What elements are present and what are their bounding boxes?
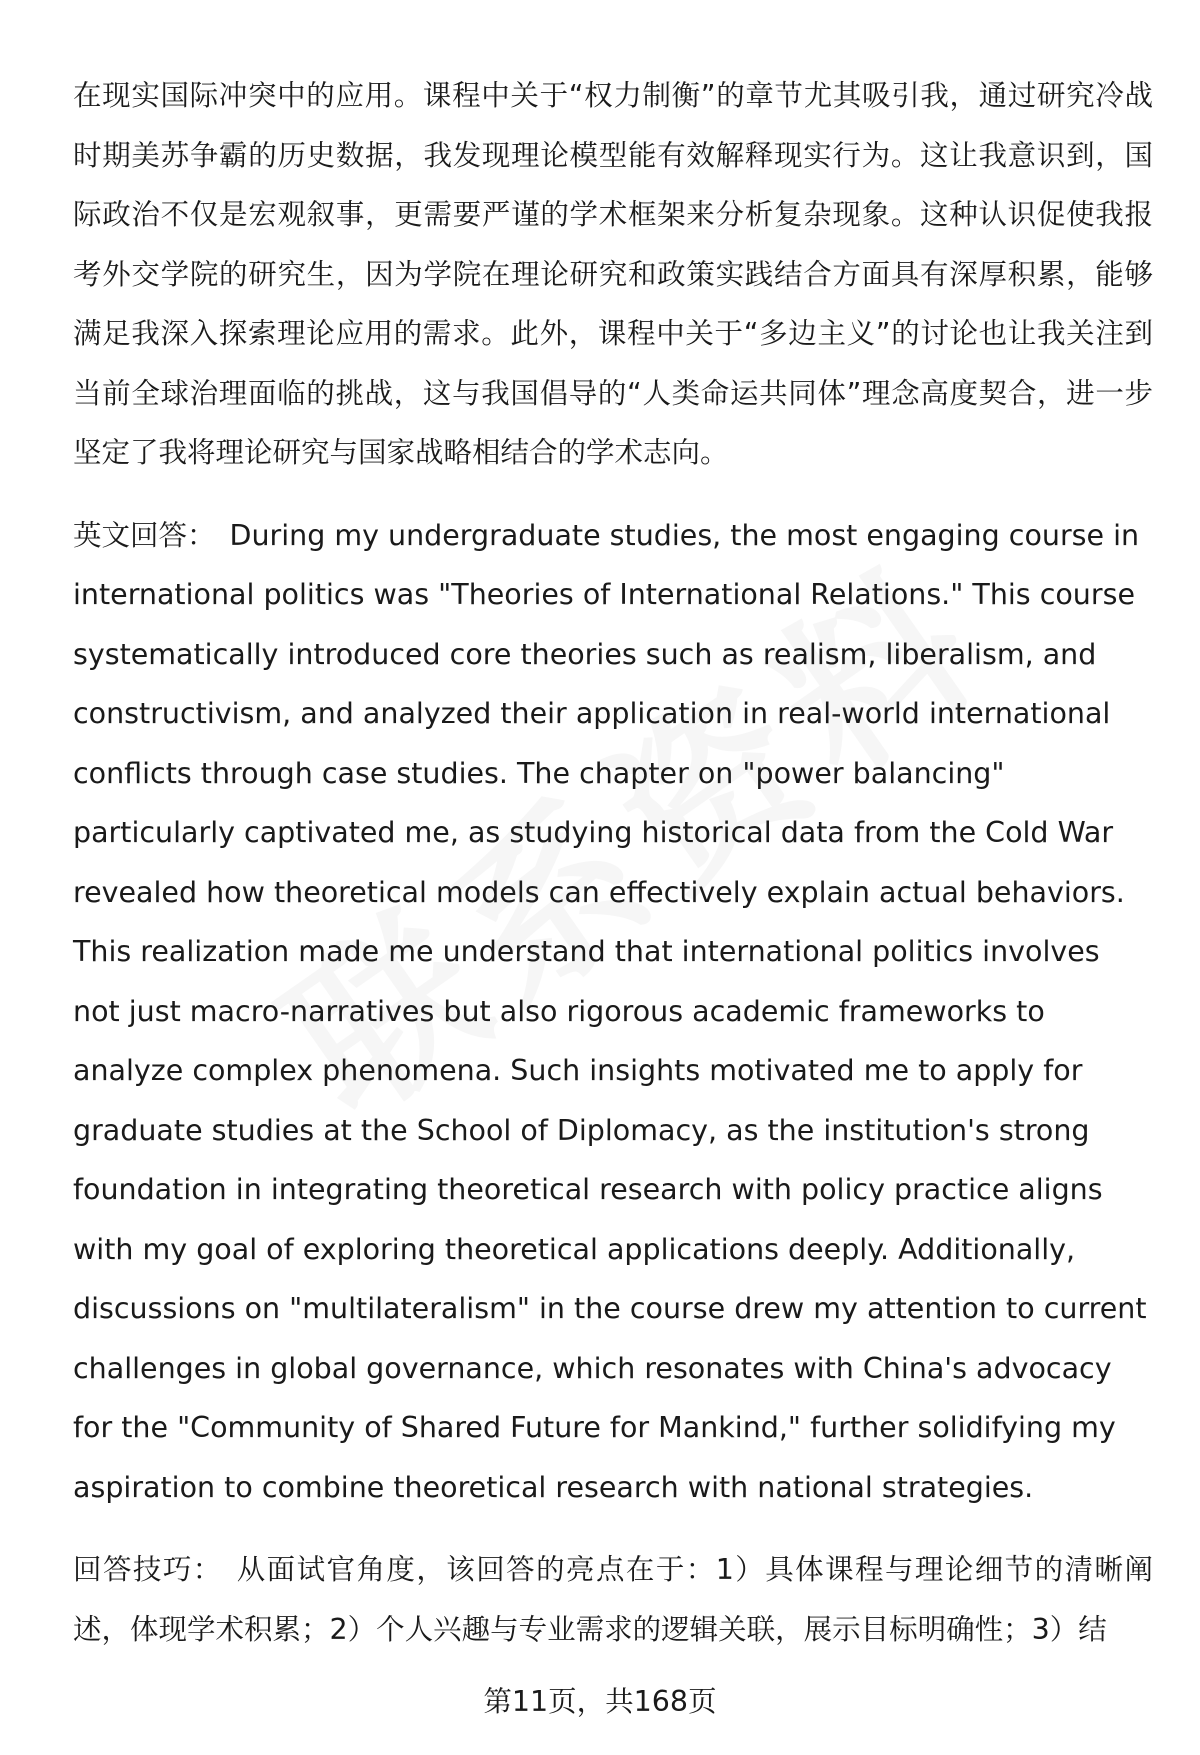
english-answer-paragraph — [73, 506, 1153, 1518]
answer-tips-text: 从面试官角度，该回答的亮点在于：1）具体课程与理论细节的清晰阐述，体现学术积累；2）个人兴趣与专业需求的逻辑关联，展示目标明确性；3）结 — [73, 1553, 1153, 1646]
page-number-footer: 第11页，共168页 — [483, 1685, 717, 1718]
english-answer-label: 英文回答： — [73, 518, 216, 552]
chinese-answer-paragraph: 在现实国际冲突中的应用。课程中关于“权力制衡”的章节尤其吸引我，通过研究冷战时期美苏争霸的历史数据，我发现理论模型能有效解释现实行为。这让我意识到，国际政治不仅是宏观叙事，更需要严谨的学术框架来分析复杂现象。这种认识促使我报考外交学院的研究生，因为学院在理论研究和政策实践结合方面具有深厚积累，能够满足我深入探索理论应用的需求。此外，课程中关于“多边主义”的讨论也让我关注到当前全球治理面临的挑战，这与我国倡导的“人类命运共同体”理念高度契合，进一步坚定了我将理论研究与国家战略相结合的学术志向。 — [73, 79, 1153, 469]
english-answer-text: During my undergraduate studies, the most engaging course in international politics was "Theories of International Relations." This course systematically introduced core theories such as realism, liberalism, and constructivism, and analyzed their application in real-world international conflicts through case studies. The chapter on "power balancing" particularly captivated me, as studying historical data from the Cold War revealed how theoretical models can effectively explain actual behaviors. This realization made me understand that international politics involves not just macro-narratives but also rigorous academic frameworks to analyze complex phenomena. Such insights motivated me to apply for graduate studies at the School of Diplomacy, as the institution's strong foundation in integrating theoretical research with policy practice aligns with my goal of exploring theoretical applications deeply. Additionally, discussions on "multilateralism" in the course drew my attention to current challenges in global governance, which resonates with China's advocacy for the "Community of Shared Future for Mankind," further solidifying my aspiration to combine theoretical research with national strategies. — [73, 518, 1147, 1504]
answer-tips-label: 回答技巧： — [73, 1553, 223, 1586]
answer-tips-paragraph — [73, 1540, 1153, 1659]
document-body — [73, 66, 1153, 1659]
